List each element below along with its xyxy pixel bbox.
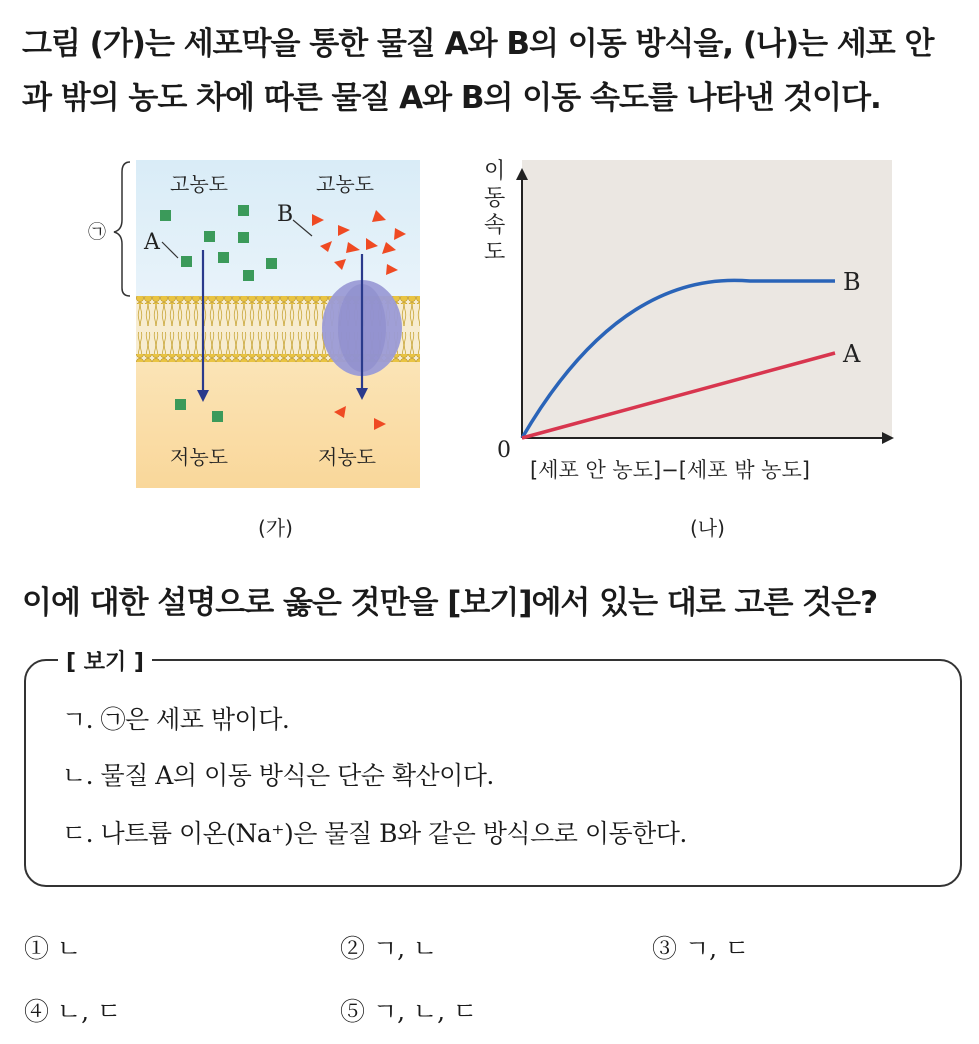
choice-2[interactable]: ② ㄱ, ㄴ — [340, 934, 438, 963]
statement-2: ㄴ. 물질 A의 이동 방식은 단순 확산이다. — [62, 761, 494, 790]
caption-ga: (가) — [258, 516, 293, 540]
question-line-1: 그림 (가)는 세포막을 통한 물질 A와 B의 이동 방식을, (나)는 세포 안 — [22, 26, 934, 62]
statement-3: ㄷ. 나트륨 이온(Na⁺)은 물질 B와 같은 방식으로 이동한다. — [62, 819, 687, 848]
x-axis-label: [세포 안 농도]−[세포 밖 농도] — [530, 458, 810, 482]
series-a-label: A — [843, 340, 861, 368]
label-high-right: 고농도 — [316, 172, 374, 196]
bogi-title: [ 보기 ] — [58, 645, 152, 676]
label-brace: ㉠ — [88, 222, 106, 243]
question-line-2: 과 밖의 농도 차에 따른 물질 A와 B의 이동 속도를 나타낸 것이다. — [22, 80, 881, 116]
series-b-label: B — [843, 268, 861, 296]
choice-4[interactable]: ④ ㄴ, ㄷ — [24, 997, 122, 1026]
label-high-left: 고농도 — [170, 172, 228, 196]
statement-1: ㄱ. ㉠은 세포 밖이다. — [62, 705, 290, 734]
y-axis-label: 이 동 속 도 — [484, 159, 506, 265]
caption-na: (나) — [690, 516, 725, 540]
choice-1[interactable]: ① ㄴ — [24, 934, 82, 963]
label-low-left: 저농도 — [170, 445, 228, 469]
label-a: A — [144, 230, 160, 255]
choice-5[interactable]: ⑤ ㄱ, ㄴ, ㄷ — [340, 997, 478, 1026]
origin-label: 0 — [497, 438, 511, 463]
label-low-right: 저농도 — [318, 445, 376, 469]
molecule-a — [160, 210, 171, 221]
chart-plot-area — [522, 160, 892, 438]
label-b: B — [277, 202, 294, 227]
choice-3[interactable]: ③ ㄱ, ㄷ — [652, 934, 750, 963]
speed-chart — [470, 150, 900, 450]
question-prompt: 이에 대한 설명으로 옳은 것만을 [보기]에서 있는 대로 고른 것은? — [22, 585, 878, 621]
bracket-icon — [114, 162, 130, 296]
